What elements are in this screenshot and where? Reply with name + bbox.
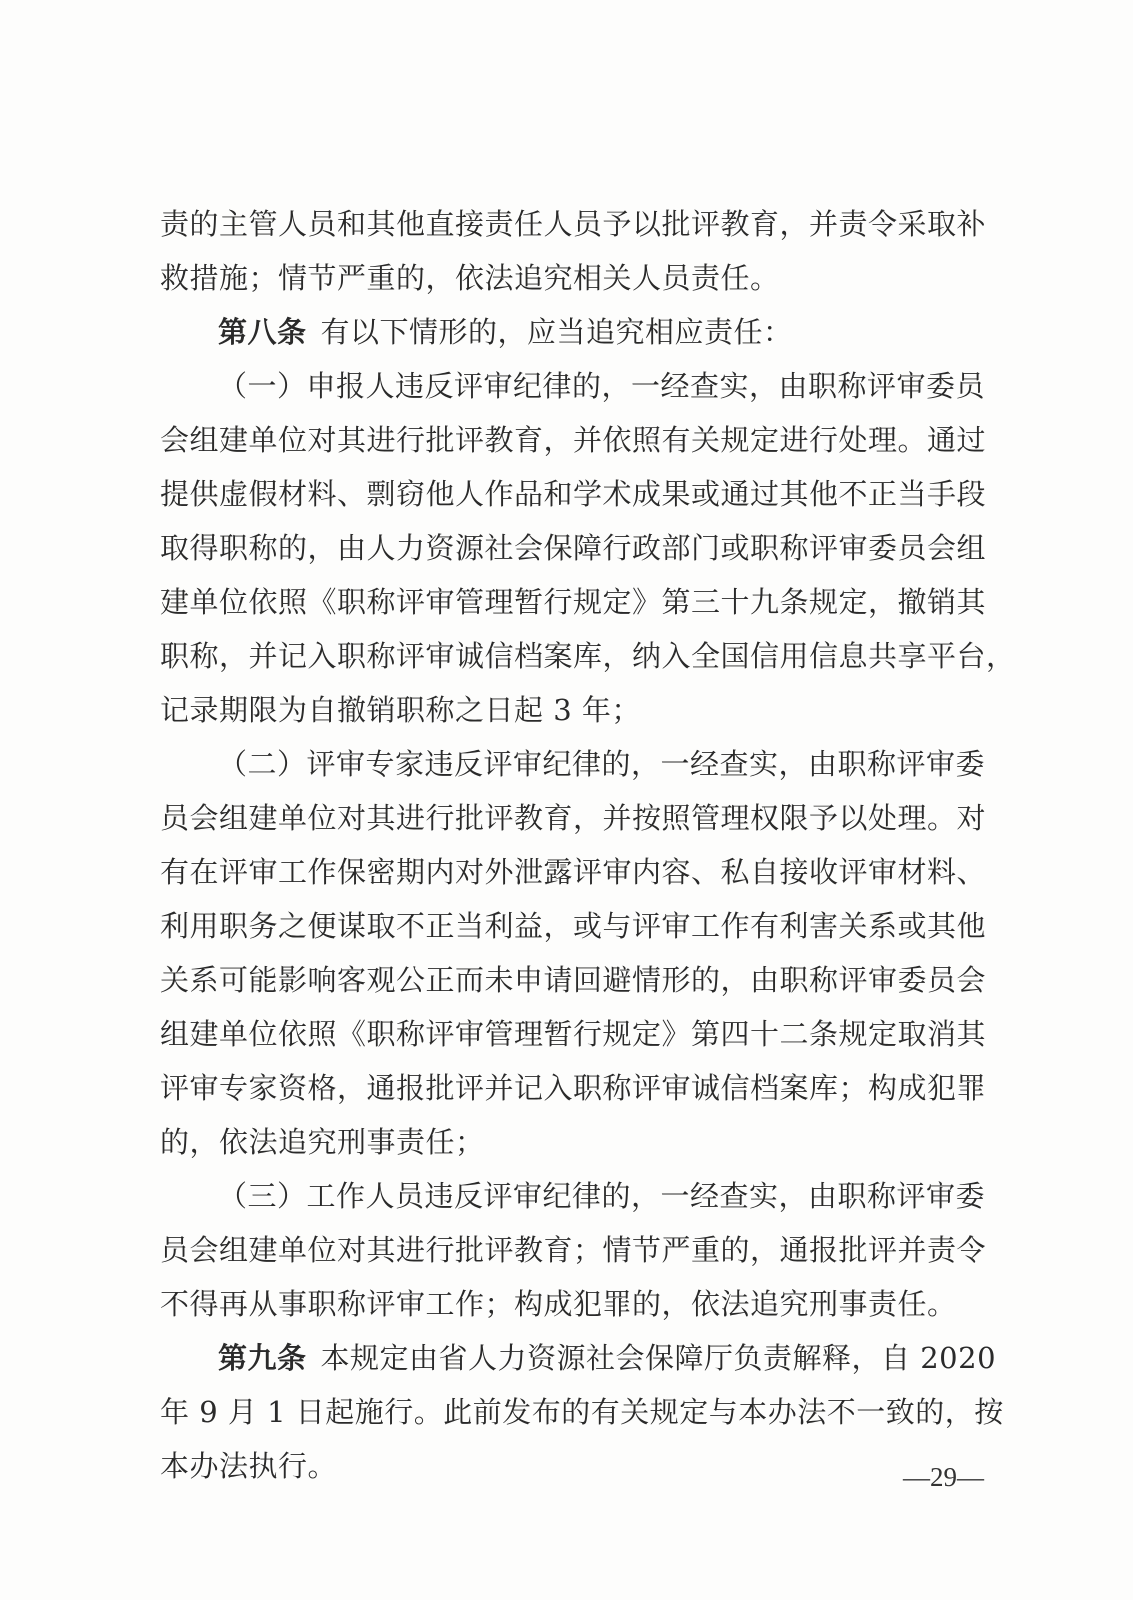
article-heading: 第九条 (218, 1341, 307, 1375)
article-9-line: 第九条 本规定由省人力资源社会保障厅负责解释，自 2020 (218, 1341, 997, 1375)
clause-2-line: （二）评审专家违反评审纪律的，一经查实，由职称评审委 (218, 747, 986, 781)
text-line: 提供虚假材料、剽窃他人作品和学术成果或通过其他不正当手段 (160, 477, 987, 511)
text-line: 不得再从事职称评审工作；构成犯罪的，依法追究刑事责任。 (160, 1287, 957, 1321)
text-line: 员会组建单位对其进行批评教育；情节严重的，通报批评并责令 (160, 1233, 987, 1267)
text-line: 职称，并记入职称评审诚信档案库，纳入全国信用信息共享平台， (160, 639, 1016, 673)
clause-3-line: （三）工作人员违反评审纪律的，一经查实，由职称评审委 (218, 1179, 986, 1213)
text-line: 取得职称的，由人力资源社会保障行政部门或职称评审委员会组 (160, 531, 987, 565)
text-line: 建单位依照《职称评审管理暂行规定》第三十九条规定，撤销其 (160, 585, 987, 619)
text-line: 会组建单位对其进行批评教育，并依照有关规定进行处理。通过 (160, 423, 987, 457)
article-heading: 第八条 (218, 315, 307, 349)
text-line: 有在评审工作保密期内对外泄露评审内容、私自接收评审材料、 (160, 855, 987, 889)
text-line: 利用职务之便谋取不正当利益，或与评审工作有利害关系或其他 (160, 909, 987, 943)
text-line: 记录期限为自撤销职称之日起 3 年； (160, 693, 641, 727)
text-line: 关系可能影响客观公正而未申请回避情形的，由职称评审委员会 (160, 963, 987, 997)
text-line: 员会组建单位对其进行批评教育，并按照管理权限予以处理。对 (160, 801, 987, 835)
text-line: 评审专家资格，通报批评并记入职称评审诚信档案库；构成犯罪 (160, 1071, 987, 1105)
text-line: 本办法执行。 (160, 1449, 338, 1483)
article-8-line: 第八条 有以下情形的，应当追究相应责任： (218, 315, 793, 349)
text-line: 责的主管人员和其他直接责任人员予以批评教育，并责令采取补 (160, 207, 987, 241)
text-line: 救措施；情节严重的，依法追究相关人员责任。 (160, 261, 780, 295)
text-line: 组建单位依照《职称评审管理暂行规定》第四十二条规定取消其 (160, 1017, 987, 1051)
clause-1-line: （一）申报人违反评审纪律的，一经查实，由职称评审委员 (218, 369, 986, 403)
page-number: —29— (903, 1462, 984, 1492)
text-line: 年 9 月 1 日起施行。此前发布的有关规定与本办法不一致的，按 (160, 1395, 1004, 1429)
text-line: 的，依法追究刑事责任； (160, 1125, 485, 1159)
